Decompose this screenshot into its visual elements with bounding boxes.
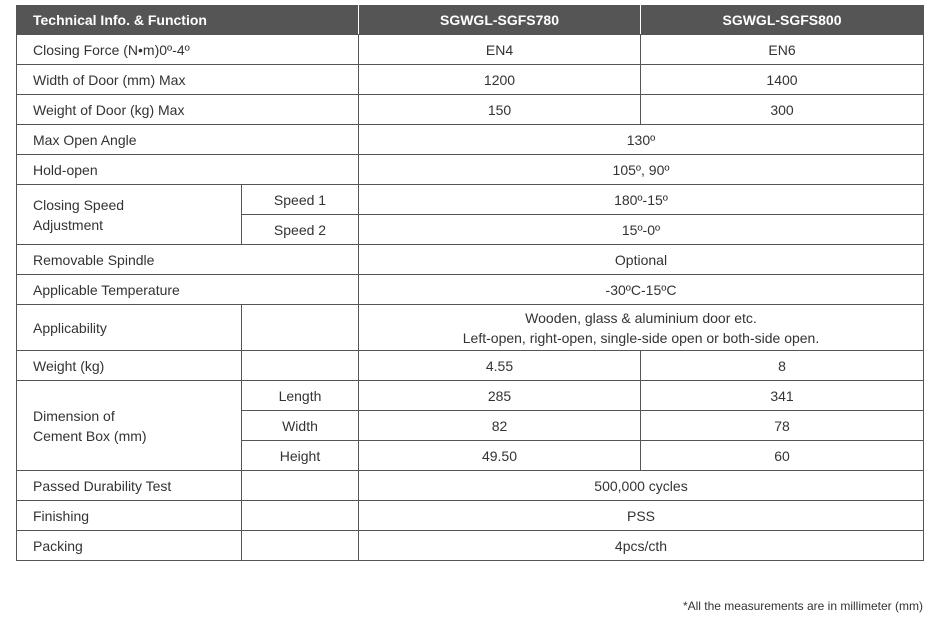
table-row <box>17 275 924 305</box>
table-row <box>17 245 924 275</box>
cell-value: -30ºC-15ºC <box>359 275 924 305</box>
label-line: Cement Box (mm) <box>33 427 147 444</box>
cell-value: PSS <box>359 501 924 531</box>
table-row <box>17 125 924 155</box>
cell-value: 150 <box>359 95 641 125</box>
table-row <box>17 35 924 65</box>
cell-value: 1400 <box>641 65 924 95</box>
cell-value: 4pcs/cth <box>359 531 924 561</box>
cell-value: 1200 <box>359 65 641 95</box>
footnote: *All the measurements are in millimeter (mm) <box>682 599 923 613</box>
spec-table <box>16 5 924 561</box>
table-row <box>17 531 924 561</box>
cell-value: 105º, 90º <box>359 155 924 185</box>
sub-label: Speed 2 <box>242 215 359 245</box>
row-label: Weight of Door (kg) Max <box>17 95 359 125</box>
table-row <box>17 471 924 501</box>
value-line: Left-open, right-open, single-side open or both-side open. <box>462 329 820 346</box>
table-row <box>17 185 924 215</box>
value-line: Wooden, glass & aluminium door etc. <box>525 309 757 326</box>
header-model-1: SGWGL-SGFS780 <box>359 6 641 35</box>
cell-value: 15º-0º <box>359 215 924 245</box>
row-label: Passed Durability Test <box>17 471 242 501</box>
empty-cell <box>242 305 359 351</box>
row-label-closing-speed <box>17 185 242 245</box>
row-label: Max Open Angle <box>17 125 359 155</box>
header-function: Technical Info. & Function <box>17 6 359 35</box>
row-label: Hold-open <box>17 155 359 185</box>
cell-value: 78 <box>641 411 924 441</box>
table-row <box>17 381 924 411</box>
cell-value: Optional <box>359 245 924 275</box>
label-line: Closing Speed <box>33 196 125 213</box>
cell-value: 82 <box>359 411 641 441</box>
header-model-2: SGWGL-SGFS800 <box>641 6 924 35</box>
cell-value: 4.55 <box>359 351 641 381</box>
table-row <box>17 305 924 351</box>
cell-value: 180º-15º <box>359 185 924 215</box>
empty-cell <box>242 351 359 381</box>
cell-value-applicability <box>359 305 924 351</box>
table-row <box>17 65 924 95</box>
row-label: Width of Door (mm) Max <box>17 65 359 95</box>
table-row <box>17 155 924 185</box>
cell-value: 300 <box>641 95 924 125</box>
label-line: Adjustment <box>33 216 104 233</box>
cell-value: 130º <box>359 125 924 155</box>
cell-value: EN6 <box>641 35 924 65</box>
cell-value: 500,000 cycles <box>359 471 924 501</box>
cell-value: 49.50 <box>359 441 641 471</box>
label-line: Dimension of <box>33 407 115 424</box>
empty-cell <box>242 501 359 531</box>
cell-value: 8 <box>641 351 924 381</box>
sub-label: Width <box>242 411 359 441</box>
row-label: Applicability <box>17 305 242 351</box>
table-row <box>17 351 924 381</box>
cell-value: 285 <box>359 381 641 411</box>
empty-cell <box>242 531 359 561</box>
row-label: Finishing <box>17 501 242 531</box>
sub-label: Speed 1 <box>242 185 359 215</box>
row-label: Removable Spindle <box>17 245 359 275</box>
row-label-cement-box <box>17 381 242 471</box>
table-row <box>17 95 924 125</box>
cell-value: 60 <box>641 441 924 471</box>
row-label: Applicable Temperature <box>17 275 359 305</box>
sub-label: Height <box>242 441 359 471</box>
cell-value: 341 <box>641 381 924 411</box>
row-label: Weight (kg) <box>17 351 242 381</box>
header-row <box>17 6 924 35</box>
table-row <box>17 501 924 531</box>
row-label: Closing Force (N•m)0º-4º <box>17 35 359 65</box>
empty-cell <box>242 471 359 501</box>
cell-value: EN4 <box>359 35 641 65</box>
row-label: Packing <box>17 531 242 561</box>
sub-label: Length <box>242 381 359 411</box>
